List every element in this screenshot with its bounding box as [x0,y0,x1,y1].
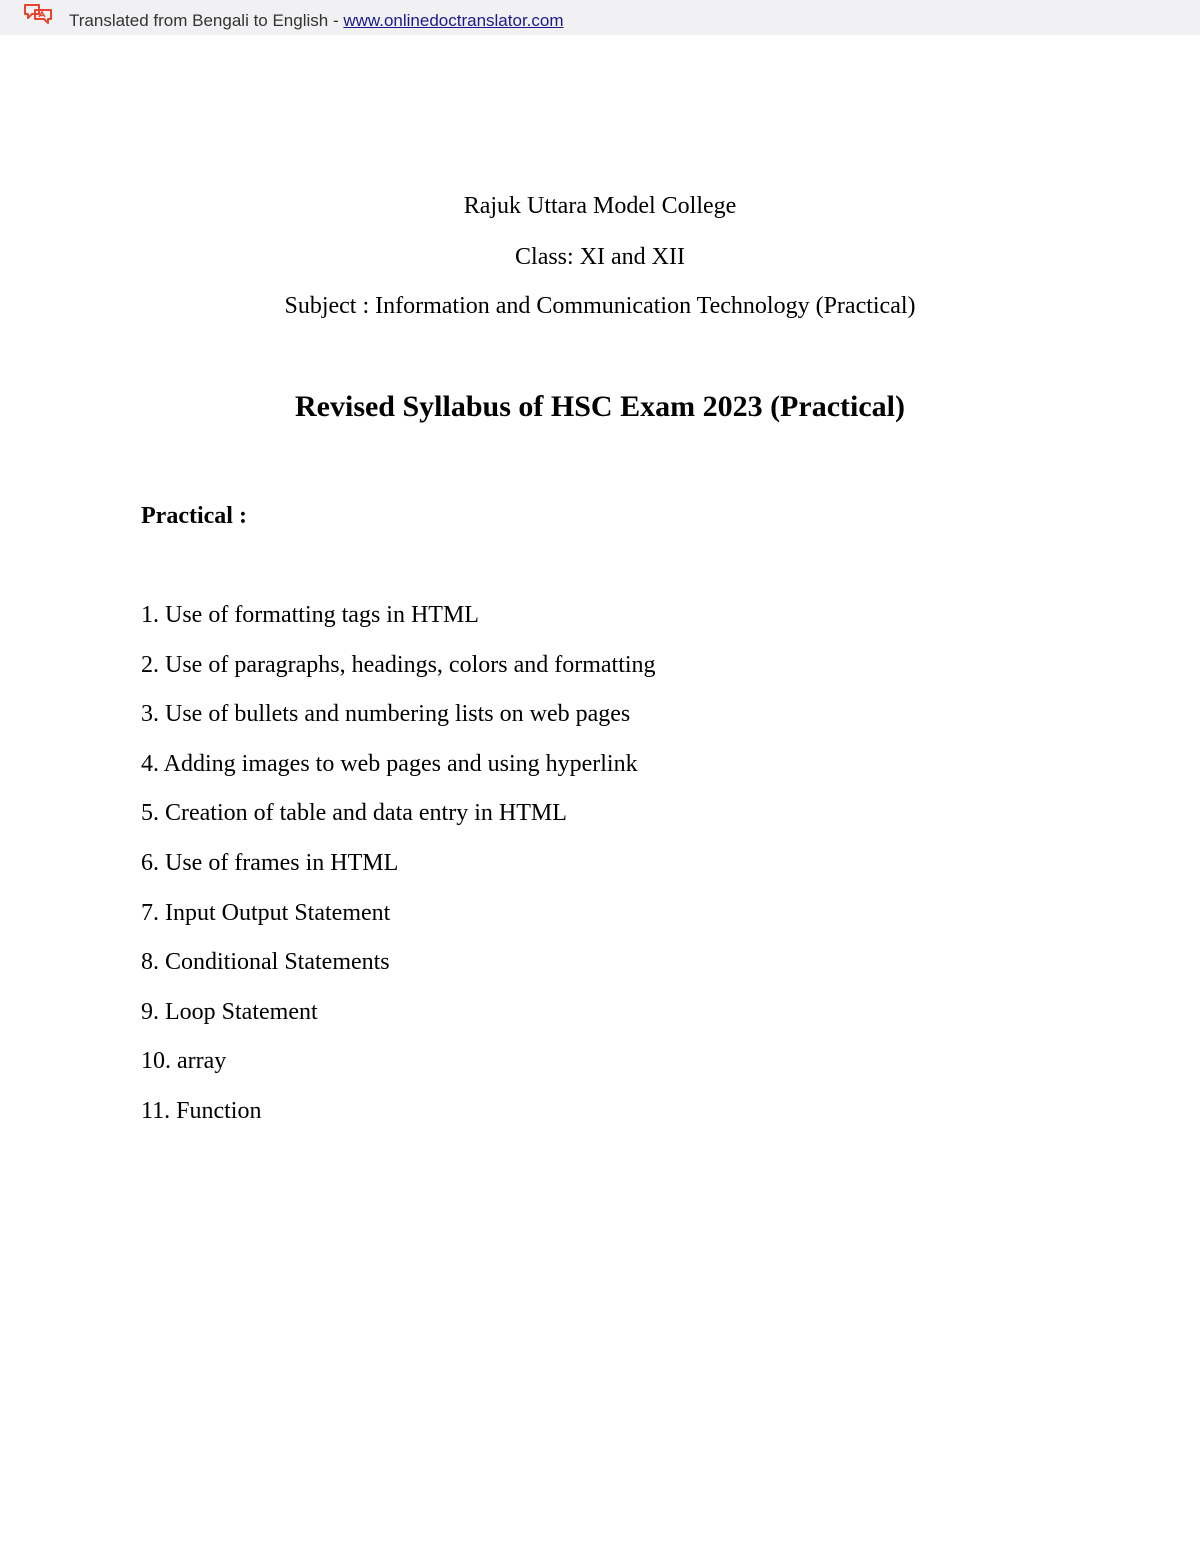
list-item: 10. array [141,1048,227,1075]
class-line: Class: XI and XII [515,244,685,270]
list-item: 8. Conditional Statements [141,949,390,976]
college-name: Rajuk Uttara Model College [463,193,737,219]
syllabus-list [141,600,656,1146]
list-item: 2. Use of paragraphs, headings, colors and formatting [141,651,656,678]
list-item: 6. Use of frames in HTML [141,849,399,876]
list-item: 5. Creation of table and data entry in HTML [141,800,567,827]
list-item: 7. Input Output Statement [141,899,391,926]
translate-chat-icon [23,3,53,25]
list-item: 11. Function [141,1097,262,1124]
banner-label: Translated from Bengali to English - [69,11,344,30]
subject-line: Subject : Information and Communication Technology (Practical) [284,293,916,319]
translator-link[interactable]: www.onlinedoctranslator.com [343,11,564,30]
section-label: Practical : [141,503,247,529]
translation-banner [0,0,1200,35]
list-item: 4. Adding images to web pages and using hyperlink [141,750,638,777]
banner-text [69,11,564,31]
list-item: 1. Use of formatting tags in HTML [141,602,479,628]
list-item: 3. Use of bullets and numbering lists on web pages [141,701,631,728]
document-title: Revised Syllabus of HSC Exam 2023 (Practical) [295,390,905,423]
list-item: 9. Loop Statement [141,998,318,1025]
